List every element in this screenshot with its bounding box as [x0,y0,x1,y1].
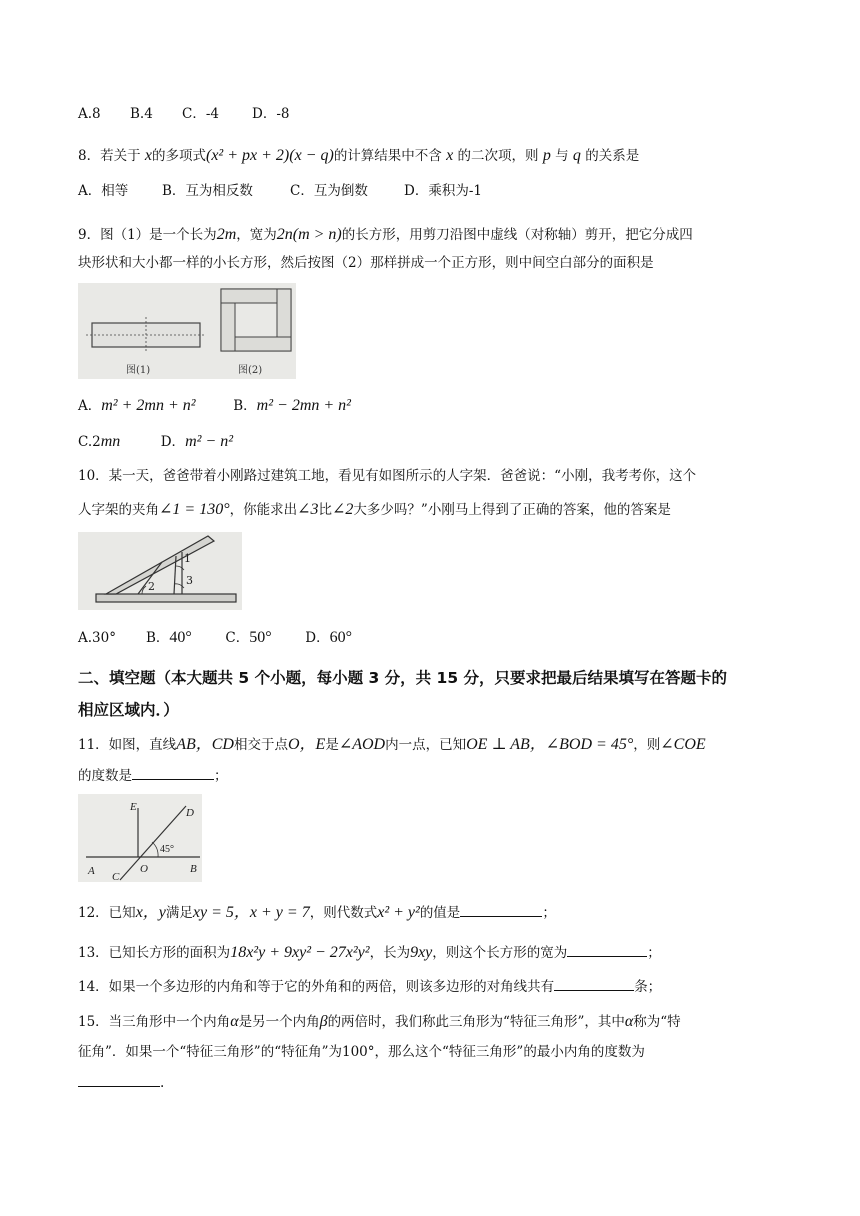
q10-option-c-label: C． [225,630,250,646]
q11-text: 相交于点 [233,737,288,753]
q15-alpha: α [624,1013,634,1030]
angle-1-arc [176,566,184,570]
q15-answer-blank[interactable] [78,1072,160,1087]
label-c: C [112,871,120,882]
q12-text: 的值是 [419,905,461,921]
q15-beta: β [319,1013,328,1030]
q12-text: 满足 [165,905,193,921]
q10-angle-3: ∠3 [297,501,319,518]
q13-stem [78,942,661,963]
q9-width: 2n(m > n) [276,226,342,243]
fig2-strip-bottom [235,337,291,351]
q11-answer-blank[interactable] [132,765,214,780]
ground-beam [96,594,236,602]
q11-condition: OE ⊥ AB，∠BOD = 45° [466,736,634,753]
q10-stem-line1: 10．某一天，爸爸带着小刚路过建筑工地，看见有如图所示的人字架．爸爸说：“小刚，我考考你，这个 [78,468,697,484]
q10-option-b-label: B． [146,630,170,646]
q8-text: 的关系是 [585,148,640,164]
q11-text: 内一点，已知 [385,737,467,753]
q9-options-cd [78,432,233,452]
q10-text: 人字架的夹角 [78,502,159,518]
q15-stem-line2: 征角”．如果一个“特征三角形”的“特征角”为100°，那么这个“特征三角形”的最小内角的度数为 [78,1044,645,1060]
q8-options [78,181,482,201]
q13-text: ，则这个长方形的宽为 [432,945,568,961]
q8-text: 的多项式 [152,148,206,164]
q9-text: 9．图（1）是一个长为 [78,227,217,243]
q11-text: 的度数是 [78,768,132,784]
q12-vars: x，y [135,904,166,921]
q15-text: 15．当三角形中一个内角 [78,1014,231,1030]
q8-poly-2: (x − q) [289,147,334,164]
label-angle-2: 2 [148,580,155,593]
label-e: E [130,801,137,813]
q9-option-c-label: C.2 [78,434,101,450]
q11-text: 是 [325,737,339,753]
q14-stem [78,976,661,997]
q15-alpha: α [230,1013,239,1030]
q13-area: 18x²y + 9xy² − 27x²y² [230,944,370,961]
q8-option-a: A．相等 [78,183,129,199]
q8-option-d: D．乘积为-1 [404,183,482,199]
q8-var-q: q [572,147,581,164]
q10-option-d-label: D． [305,630,330,646]
q10-option-d: 60° [329,629,352,646]
q9-option-d: m² − n² [185,433,234,450]
q11-text: ； [214,768,228,784]
section-2-heading-line2: 相应区域内．） [78,701,179,719]
q8-text: 与 [555,148,569,164]
label-o: O [140,863,148,875]
q9-options-ab [78,396,351,416]
q9-option-b-label: B． [233,398,257,414]
q9-figure-svg [78,283,296,379]
q13-length: 9xy [410,944,433,961]
q8-option-b: B．互为相反数 [162,183,253,199]
q7-options [78,104,289,124]
q9-stem-line2: 块形状和大小都一样的小长方形，然后按图（2）那样拼成一个正方形，则中间空白部分的面积是 [78,255,654,271]
q11-figure [78,794,202,882]
q15-text: . [160,1075,165,1091]
q12-expression: x² + y² [377,904,420,921]
q12-answer-blank[interactable] [460,902,542,917]
q8-text: 的计算结果中不含 [333,148,442,164]
q9-length: 2m [216,226,237,243]
q13-text: ，长为 [369,945,411,961]
fig1-caption: 图(1) [126,365,151,376]
q10-angle-2: ∠2 [332,501,354,518]
q13-text: 13．已知长方形的面积为 [78,945,231,961]
label-angle-1: 1 [184,552,191,565]
q10-option-c: 50° [249,629,272,646]
q14-answer-blank[interactable] [554,976,634,991]
label-d: D [186,807,194,819]
q10-text: 大多少吗？”小刚马上得到了正确的答案，他的答案是 [353,502,671,518]
q9-option-a: m² + 2mn + n² [101,397,196,414]
q14-text: 条； [634,979,662,995]
q15-text: 称为“特 [633,1014,681,1030]
q10-text: 比 [318,502,333,518]
q8-var-x: x [446,147,454,164]
q9-stem-line1 [78,225,693,245]
q7-option-d: D．-8 [252,106,290,122]
q9-figure [78,283,296,379]
fig2-caption: 图(2) [238,365,263,376]
q14-text: 14．如果一个多边形的内角和等于它的外角和的两倍，则该多边形的对角线共有 [78,979,555,995]
q7-option-a: A.8 [78,106,101,122]
q11-angle-coe: ∠COE [660,736,706,753]
fig2-strip-top [221,289,277,303]
label-b: B [190,863,197,875]
q8-var-x: x [144,147,152,164]
q12-text: ； [542,905,556,921]
q15-text: 是另一个内角 [238,1014,320,1030]
q8-poly-1: (x² + px + 2) [206,147,290,164]
q11-text: 11．如图，直线 [78,737,177,753]
q15-text: 的两倍时，我们称此三角形为“特征三角形”，其中 [327,1014,625,1030]
label-45-degrees: 45° [160,844,174,855]
label-angle-3: 3 [186,574,193,587]
q11-figure-svg [78,794,202,882]
q12-stem [78,902,556,923]
q7-option-b: B.4 [130,106,153,122]
q8-text: 8．若关于 [78,148,141,164]
q8-text: 的二次项，则 [457,148,539,164]
q8-option-c: C．互为倒数 [290,183,368,199]
q11-points: O，E [287,736,326,753]
q9-text: 的长方形，用剪刀沿图中虚线（对称轴）剪开，把它分成四 [341,227,693,243]
q12-condition: xy = 5，x + y = 7 [192,904,310,921]
angle-bod-arc [152,842,158,857]
q13-text: ； [647,945,661,961]
q15-stem-line1 [78,1012,681,1032]
q7-option-c: C．-4 [182,106,219,122]
q10-figure-svg [78,532,242,610]
q15-stem-line3 [78,1072,164,1093]
q11-text: ，则 [633,737,661,753]
q9-text: ，宽为 [236,227,277,243]
q10-text: ，你能求出 [229,502,298,518]
q12-text: ，则代数式 [309,905,378,921]
q9-option-b: m² − 2mn + n² [256,397,351,414]
section-2-heading-line1: 二、填空题（本大题共 5 个小题，每小题 3 分，共 15 分，只要求把最后结果填写在答题卡的 [78,669,728,687]
q9-option-a-label: A． [78,398,102,414]
q9-option-d-label: D． [160,434,186,450]
q10-figure [78,532,242,610]
q10-options [78,628,352,648]
q13-answer-blank[interactable] [567,942,647,957]
q10-angle-1: ∠1 = 130° [159,501,230,518]
q11-stem-line1 [78,735,706,755]
q11-lines: AB，CD [176,736,234,753]
q11-stem-line2 [78,765,228,786]
label-a: A [88,865,95,877]
q9-option-c: mn [100,433,121,450]
fig2-strip-left [221,303,235,351]
q10-option-a: A.30° [78,630,116,646]
q11-angle-aod: ∠AOD [338,736,386,753]
fig2-strip-right [277,289,291,337]
q8-stem [78,146,639,166]
q10-option-b: 40° [169,629,192,646]
q12-text: 12．已知 [78,905,136,921]
q10-stem-line2 [78,500,671,520]
q8-var-p: p [542,147,551,164]
